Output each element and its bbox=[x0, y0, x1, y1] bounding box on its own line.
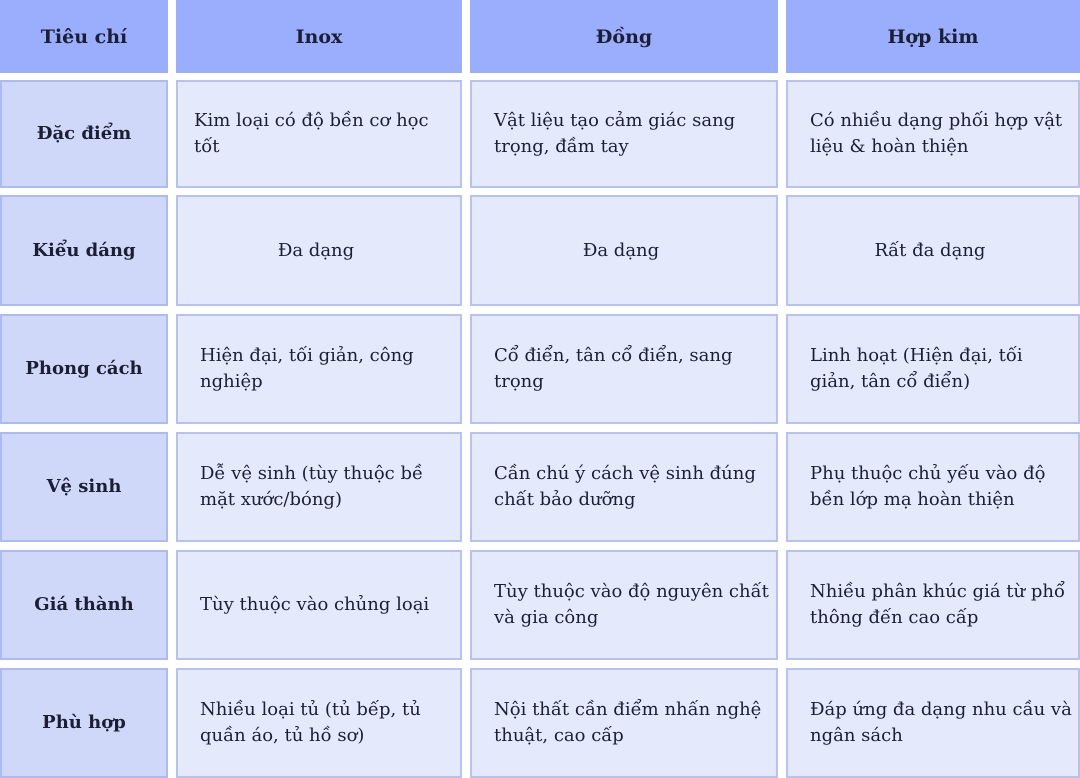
row-label: Giá thành bbox=[0, 550, 168, 660]
cell-dong: Cổ điển, tân cổ điển, sang trọng bbox=[470, 314, 778, 424]
header-hopkim: Hợp kim bbox=[786, 0, 1080, 73]
cell-inox: Tùy thuộc vào chủng loại bbox=[176, 550, 462, 660]
cell-hopkim: Phụ thuộc chủ yếu vào độ bền lớp mạ hoàn thiện bbox=[786, 432, 1080, 542]
header-dong: Đồng bbox=[470, 0, 778, 73]
header-inox: Inox bbox=[176, 0, 462, 73]
row-label: Phù hợp bbox=[0, 668, 168, 778]
row-label: Phong cách bbox=[0, 314, 168, 424]
cell-dong: Đa dạng bbox=[470, 195, 778, 306]
cell-inox: Kim loại có độ bền cơ học tốt bbox=[176, 80, 462, 188]
cell-dong: Vật liệu tạo cảm giác sang trọng, đầm tay bbox=[470, 80, 778, 188]
row-label: Kiểu dáng bbox=[0, 195, 168, 306]
cell-hopkim: Nhiều phân khúc giá từ phổ thông đến cao cấp bbox=[786, 550, 1080, 660]
cell-inox: Hiện đại, tối giản, công nghiệp bbox=[176, 314, 462, 424]
cell-dong: Tùy thuộc vào độ nguyên chất và gia công bbox=[470, 550, 778, 660]
cell-dong: Nội thất cần điểm nhấn nghệ thuật, cao cấp bbox=[470, 668, 778, 778]
cell-hopkim: Có nhiều dạng phối hợp vật liệu & hoàn thiện bbox=[786, 80, 1080, 188]
cell-hopkim: Đáp ứng đa dạng nhu cầu và ngân sách bbox=[786, 668, 1080, 778]
cell-inox: Nhiều loại tủ (tủ bếp, tủ quần áo, tủ hồ sơ) bbox=[176, 668, 462, 778]
cell-inox: Dễ vệ sinh (tùy thuộc bề mặt xước/bóng) bbox=[176, 432, 462, 542]
row-label: Đặc điểm bbox=[0, 80, 168, 188]
row-label: Vệ sinh bbox=[0, 432, 168, 542]
cell-hopkim: Rất đa dạng bbox=[786, 195, 1080, 306]
cell-hopkim: Linh hoạt (Hiện đại, tối giản, tân cổ điển) bbox=[786, 314, 1080, 424]
cell-inox: Đa dạng bbox=[176, 195, 462, 306]
header-criteria: Tiêu chí bbox=[0, 0, 168, 73]
cell-dong: Cần chú ý cách vệ sinh đúng chất bảo dưỡng bbox=[470, 432, 778, 542]
